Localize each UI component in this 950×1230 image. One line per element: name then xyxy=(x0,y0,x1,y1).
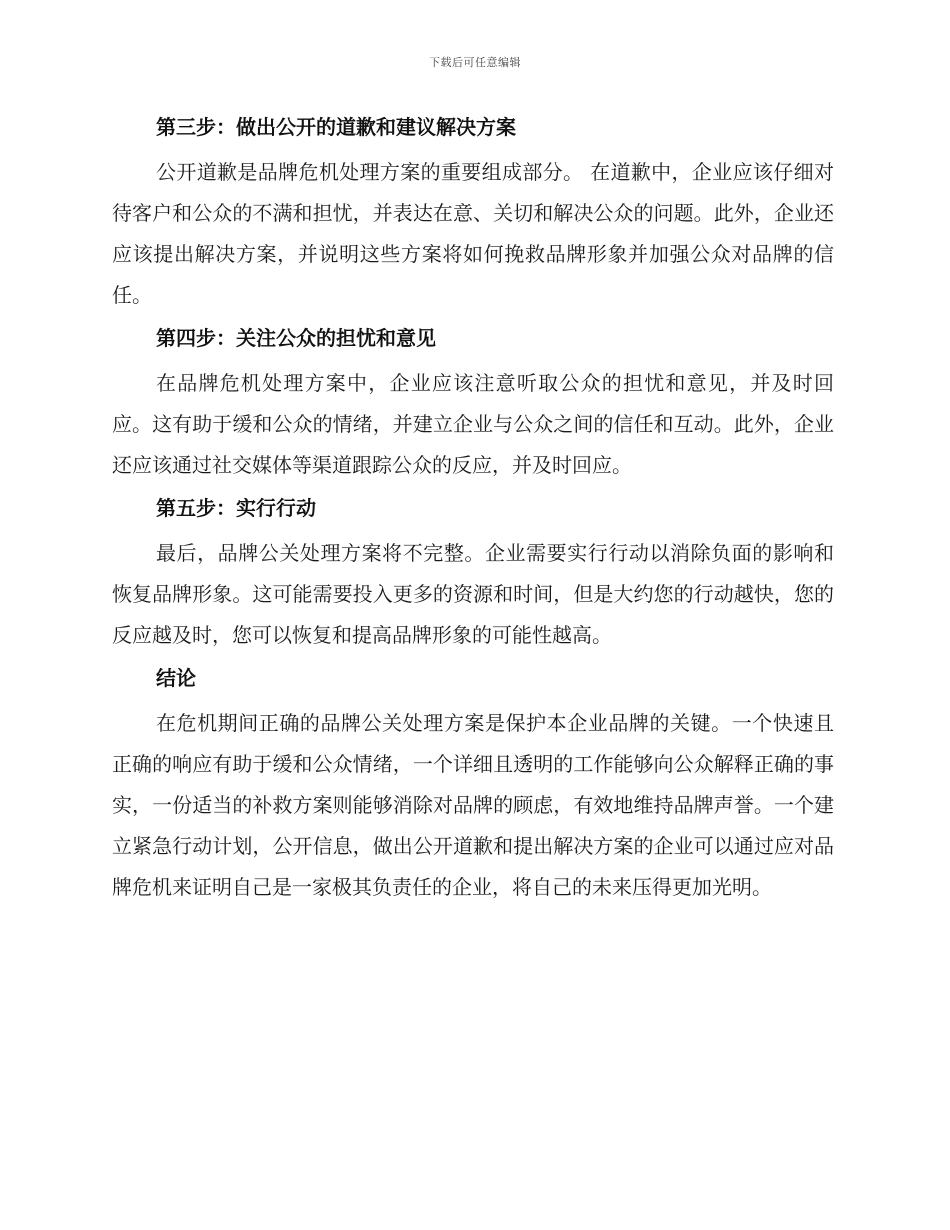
section-heading-step-5: 第五步：实行行动 xyxy=(156,496,316,520)
page-header: 下载后可任意编辑 xyxy=(429,56,521,69)
section-paragraph-step-4: 在品牌危机处理方案中，企业应该注意听取公众的担忧和意见，并及时回应。这有助于缓和公众的情绪，并建立企业与公众之间的信任和互动。此外，企业还应该通过社交媒体等渠道跟踪公众的反应，并及时回应。 xyxy=(112,371,834,477)
section-paragraph-conclusion: 在危机期间正确的品牌公关处理方案是保护本企业品牌的关键。一个快速且正确的响应有助于缓和公众情绪，一个详细且透明的工作能够向公众解释正确的事实，一份适当的补救方案则能够消除对品牌的顾虑，有效地维持品牌声誉。一个建立紧急行动计划，公开信息，做出公开道歉和提出解决方案的企业可以通过应对品牌危机来证明自己是一家极其负责任的企业，将自己的未来压得更加光明。 xyxy=(112,711,834,899)
section-heading-step-3: 第三步：做出公开的道歉和建议解决方案 xyxy=(156,115,516,139)
section-paragraph-step-3: 公开道歉是品牌危机处理方案的重要组成部分。 在道歉中，企业应该仔细对待客户和公众的不满和担忧，并表达在意、关切和解决公众的问题。此外，企业还应该提出解决方案，并说明这些方案将如何挽救品牌形象并加强公众对品牌的信任。 xyxy=(112,160,834,307)
section-heading-step-4: 第四步：关注公众的担忧和意见 xyxy=(156,326,436,350)
section-heading-conclusion: 结论 xyxy=(156,666,196,690)
document-body xyxy=(112,112,834,915)
section-paragraph-step-5: 最后，品牌公关处理方案将不完整。企业需要实行行动以消除负面的影响和恢复品牌形象。这可能需要投入更多的资源和时间，但是大约您的行动越快，您的反应越及时，您可以恢复和提高品牌形象的可能性越高。 xyxy=(112,541,834,647)
